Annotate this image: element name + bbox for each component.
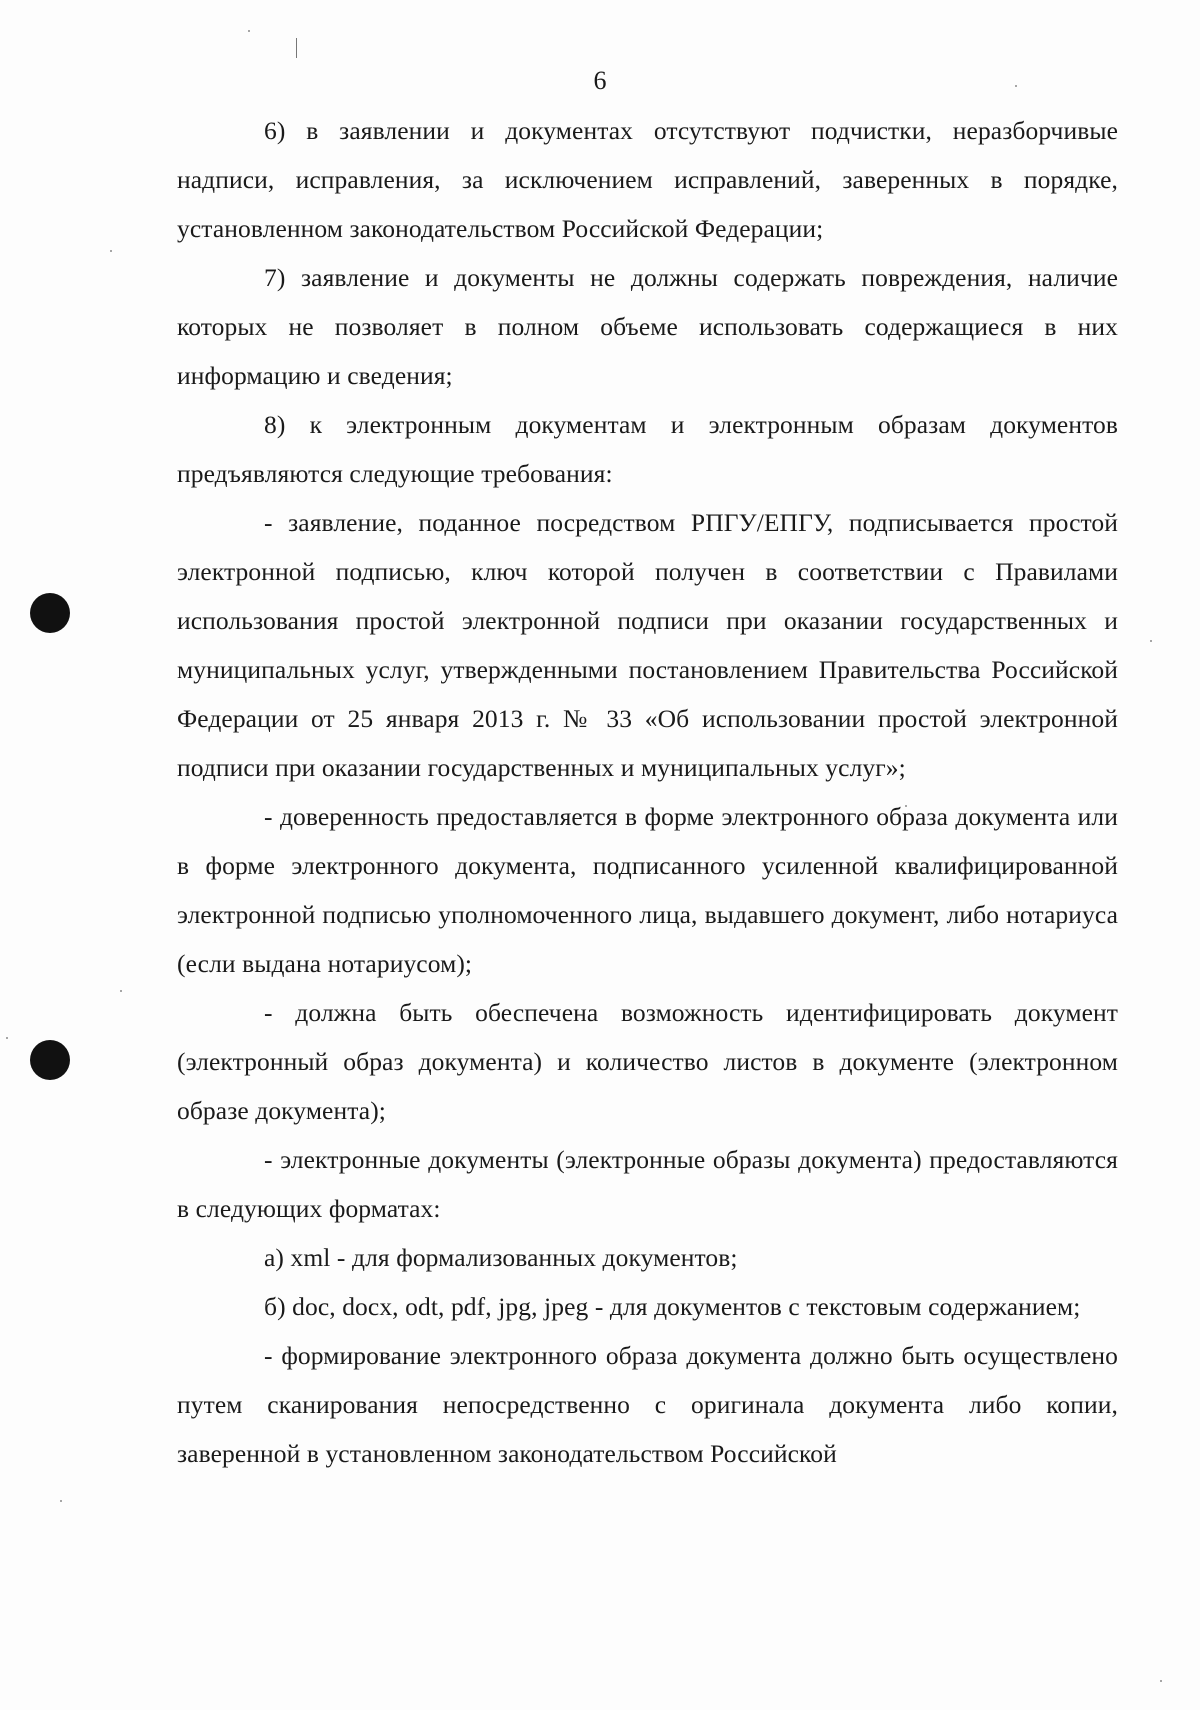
punch-hole bbox=[30, 593, 70, 633]
scan-speck bbox=[120, 990, 122, 992]
page-number: 6 bbox=[593, 66, 607, 95]
scan-speck bbox=[1160, 1680, 1162, 1682]
scan-speck bbox=[6, 1037, 8, 1039]
paragraph: б) doc, docx, odt, pdf, jpg, jpeg - для документов с текстовым содержанием; bbox=[264, 1292, 1081, 1321]
scan-speck bbox=[110, 250, 112, 252]
paragraph: - заявление, поданное посредством РПГУ/ЕПГУ, подписывается простой электронной подписью, ключ которой получен в соответствии с Правилами использования простой электронной подписи при оказании государственных и муниципальных услуг, утвержденными постановлением Правительства Российской Федерации от 25 января 2013 г. № 33 «Об использовании простой электронной подписи при оказании государственных и муниципальных услуг»; bbox=[177, 508, 1118, 782]
paragraph: 8) к электронным документам и электронным образам документов предъявляются следующие требования: bbox=[177, 410, 1118, 488]
scan-speck bbox=[248, 30, 250, 32]
paragraph: - должна быть обеспечена возможность идентифицировать документ (электронный образ документа) и количество листов в документе (электронном образе документа); bbox=[177, 998, 1118, 1125]
scan-speck bbox=[60, 1500, 62, 1502]
paragraph: 7) заявление и документы не должны содержать повреждения, наличие которых не позволяет в полном объеме использовать содержащиеся в них информацию и сведения; bbox=[177, 263, 1118, 390]
document-body bbox=[177, 106, 1118, 1478]
paragraph: 6) в заявлении и документах отсутствуют подчистки, неразборчивые надписи, исправления, за исключением исправлений, заверенных в порядке, установленном законодательством Российской Федерации; bbox=[177, 116, 1118, 243]
paragraph: - формирование электронного образа документа должно быть осуществлено путем сканирования непосредственно с оригинала документа либо копии, заверенной в установленном законодательством Российской bbox=[177, 1341, 1118, 1468]
scan-speck bbox=[1150, 640, 1152, 642]
paragraph: - электронные документы (электронные образы документа) предоставляются в следующих форматах: bbox=[177, 1145, 1118, 1223]
scan-mark bbox=[296, 38, 297, 58]
punch-hole bbox=[30, 1040, 70, 1080]
paragraph: а) xml - для формализованных документов; bbox=[264, 1243, 738, 1272]
paragraph: - доверенность предоставляется в форме электронного образа документа или в форме электронного документа, подписанного усиленной квалифицированной электронной подписью уполномоченного лица, выдавшего документ, либо нотариуса (если выдана нотариусом); bbox=[177, 802, 1118, 978]
